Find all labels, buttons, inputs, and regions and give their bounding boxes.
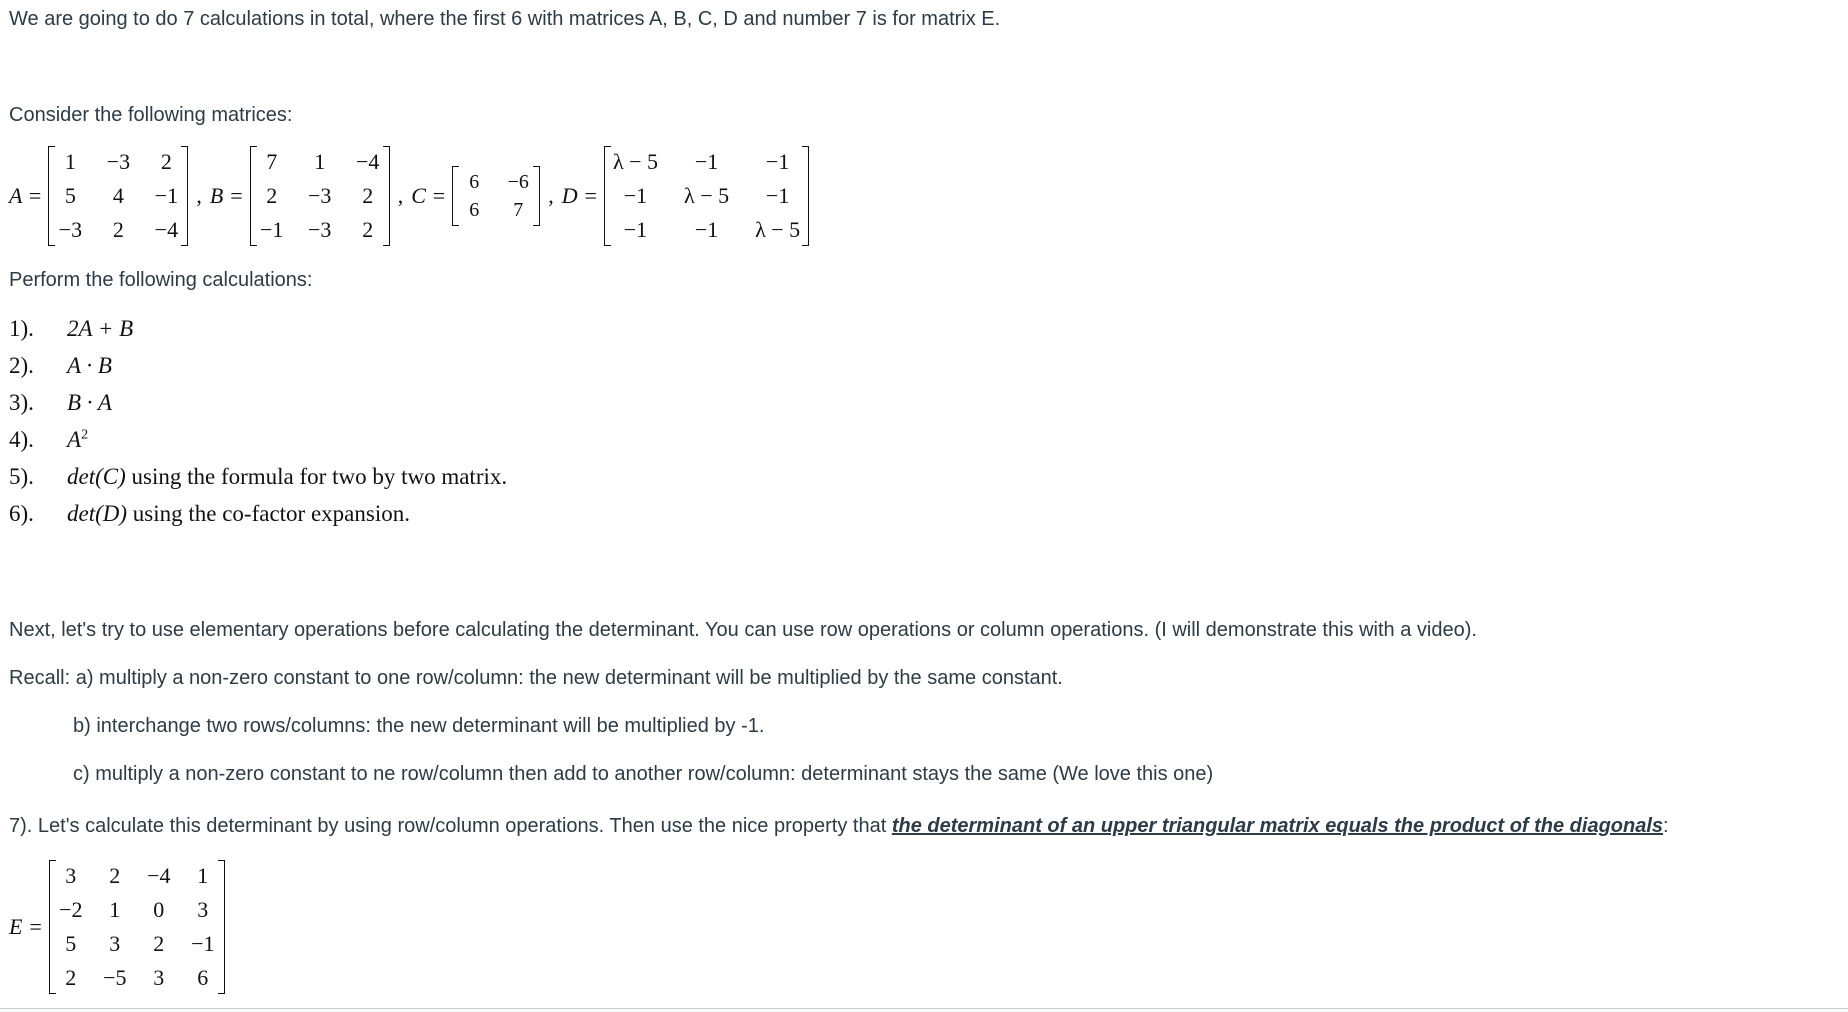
consider-text: Consider the following matrices:: [9, 104, 293, 126]
matrix-e-cell: 1: [197, 863, 209, 888]
matrix-c-cell: 7: [513, 199, 524, 221]
calculation-number: 5).: [9, 463, 34, 489]
calculation-item: [9, 384, 507, 421]
matrix-a-cell: −1: [154, 183, 179, 208]
matrix-a-cell: −4: [154, 217, 179, 242]
calculation-list: [9, 310, 507, 532]
perform-text: Perform the following calculations:: [9, 269, 313, 291]
triangular-property-link[interactable]: the determinant of an upper triangular matrix equals the product of the diagonals: [891, 815, 1664, 837]
matrix-a: [48, 146, 188, 246]
matrix-d-cell: λ − 5: [612, 149, 659, 174]
matrix-e-cell: −2: [59, 897, 83, 922]
matrix-d-cell: λ − 5: [755, 217, 801, 242]
separator: ,: [397, 183, 404, 208]
matrix-b-cell: −1: [259, 217, 284, 242]
matrix-d-cell: λ − 5: [684, 183, 730, 208]
calculation-item: [9, 495, 507, 532]
matrix-b-label: B =: [209, 183, 244, 208]
recall-b-text: b) interchange two rows/columns: the new determinant will be multiplied by -1.: [73, 715, 765, 737]
calculation-item: [9, 458, 507, 495]
calculation-expression: [67, 501, 127, 527]
calculation-expr-text: det(C): [67, 463, 126, 489]
matrix-c-cell: −6: [507, 171, 529, 193]
matrix-c-label: C =: [411, 183, 447, 208]
matrix-d-cell: −1: [694, 217, 719, 242]
matrix-e-cell: 6: [197, 965, 209, 990]
matrix-a-cell: 5: [64, 183, 76, 208]
matrix-a-cell: 2: [160, 149, 172, 174]
calculation-number: 2).: [9, 352, 34, 378]
matrix-d-label: D =: [561, 183, 598, 208]
question-7-text: [9, 814, 1669, 838]
matrix-d-cell: −1: [765, 149, 790, 174]
matrix-c-cell: 6: [469, 199, 480, 221]
matrix-e-cell: 2: [65, 965, 77, 990]
matrix-e-cell: −1: [191, 931, 215, 956]
matrices-row: [9, 146, 809, 246]
calculation-item: [9, 310, 507, 347]
matrix-b-cell: −4: [355, 149, 380, 174]
calculation-expr-text: det(D): [67, 500, 128, 526]
matrix-d: [604, 146, 809, 246]
matrix-e-cell: 3: [109, 931, 121, 956]
question-7-suffix: :: [1663, 815, 1669, 837]
calculation-exponent: 2: [81, 426, 89, 442]
calculation-expr-text: B · A: [67, 389, 112, 415]
matrix-a-label: A =: [9, 183, 43, 208]
matrix-d-cell: −1: [623, 183, 648, 208]
calculation-expr-text: 2A + B: [67, 315, 134, 341]
matrix-b: [250, 146, 390, 246]
next-text: Next, let's try to use elementary operations before calculating the determinant. You can use row operations or column operations. (I will demonstrate this with a video).: [9, 619, 1477, 641]
recall-a-text: Recall: a) multiply a non-zero constant to one row/column: the new determinant will be multiplied by the same constant.: [9, 667, 1063, 689]
calculation-expression: [67, 390, 112, 416]
calculation-expr-text: A: [67, 426, 82, 452]
matrix-b-cell: −3: [307, 217, 332, 242]
matrix-e-cell: 3: [197, 897, 209, 922]
calculation-item: [9, 347, 507, 384]
matrix-e-cell: 2: [153, 931, 165, 956]
matrix-e-cell: 3: [153, 965, 165, 990]
matrix-e-cell: −5: [103, 965, 127, 990]
calculation-number: 6).: [9, 500, 34, 526]
matrix-b-cell: 7: [266, 149, 278, 174]
separator: ,: [196, 183, 202, 208]
matrix-b-cell: −3: [307, 183, 332, 208]
calculation-description: using the formula for two by two matrix.: [125, 463, 508, 489]
matrix-d-cell: −1: [765, 183, 790, 208]
matrix-e-cell: 3: [65, 863, 77, 888]
separator: ,: [548, 183, 554, 208]
calculation-expr-text: A · B: [67, 352, 112, 378]
matrix-e: [49, 860, 225, 994]
calculation-expression: [67, 427, 88, 453]
matrix-b-cell: 2: [362, 217, 374, 242]
matrix-e-row: [9, 860, 225, 994]
calculation-expression: [67, 316, 133, 342]
matrix-e-cell: −4: [147, 863, 171, 888]
matrix-e-label: E =: [9, 914, 43, 939]
bottom-divider: [0, 1008, 1848, 1009]
matrix-c-cell: 6: [469, 171, 480, 193]
matrix-d-cell: −1: [623, 217, 648, 242]
matrix-b-cell: 2: [362, 183, 374, 208]
matrix-e-cell: 5: [65, 931, 77, 956]
matrix-e-cell: 1: [109, 897, 121, 922]
matrix-c: [452, 166, 540, 226]
matrix-a-cell: −3: [106, 149, 131, 174]
question-7-prefix: 7). Let's calculate this determinant by using row/column operations. Then use the nice property that: [9, 815, 892, 837]
calculation-expression: [67, 464, 126, 490]
matrix-a-cell: 2: [112, 217, 124, 242]
intro-text: We are going to do 7 calculations in total, where the first 6 with matrices A, B, C, D and number 7 is for matrix E.: [9, 8, 1001, 30]
matrix-e-cell: 0: [153, 897, 165, 922]
matrix-a-cell: 1: [64, 149, 76, 174]
calculation-item: [9, 421, 507, 458]
calculation-number: 4).: [9, 426, 34, 452]
recall-c-text: c) multiply a non-zero constant to ne row/column then add to another row/column: determinant stays the same (We love this one): [73, 763, 1214, 785]
calculation-expression: [67, 353, 112, 379]
matrix-e-cell: 2: [109, 863, 121, 888]
calculation-number: 1).: [9, 315, 34, 341]
matrix-b-cell: 1: [314, 149, 326, 174]
calculation-description: using the co-factor expansion.: [127, 500, 410, 526]
matrix-b-cell: 2: [266, 183, 278, 208]
matrix-d-cell: −1: [694, 149, 719, 174]
matrix-a-cell: 4: [112, 183, 124, 208]
calculation-number: 3).: [9, 389, 34, 415]
matrix-a-cell: −3: [58, 217, 83, 242]
